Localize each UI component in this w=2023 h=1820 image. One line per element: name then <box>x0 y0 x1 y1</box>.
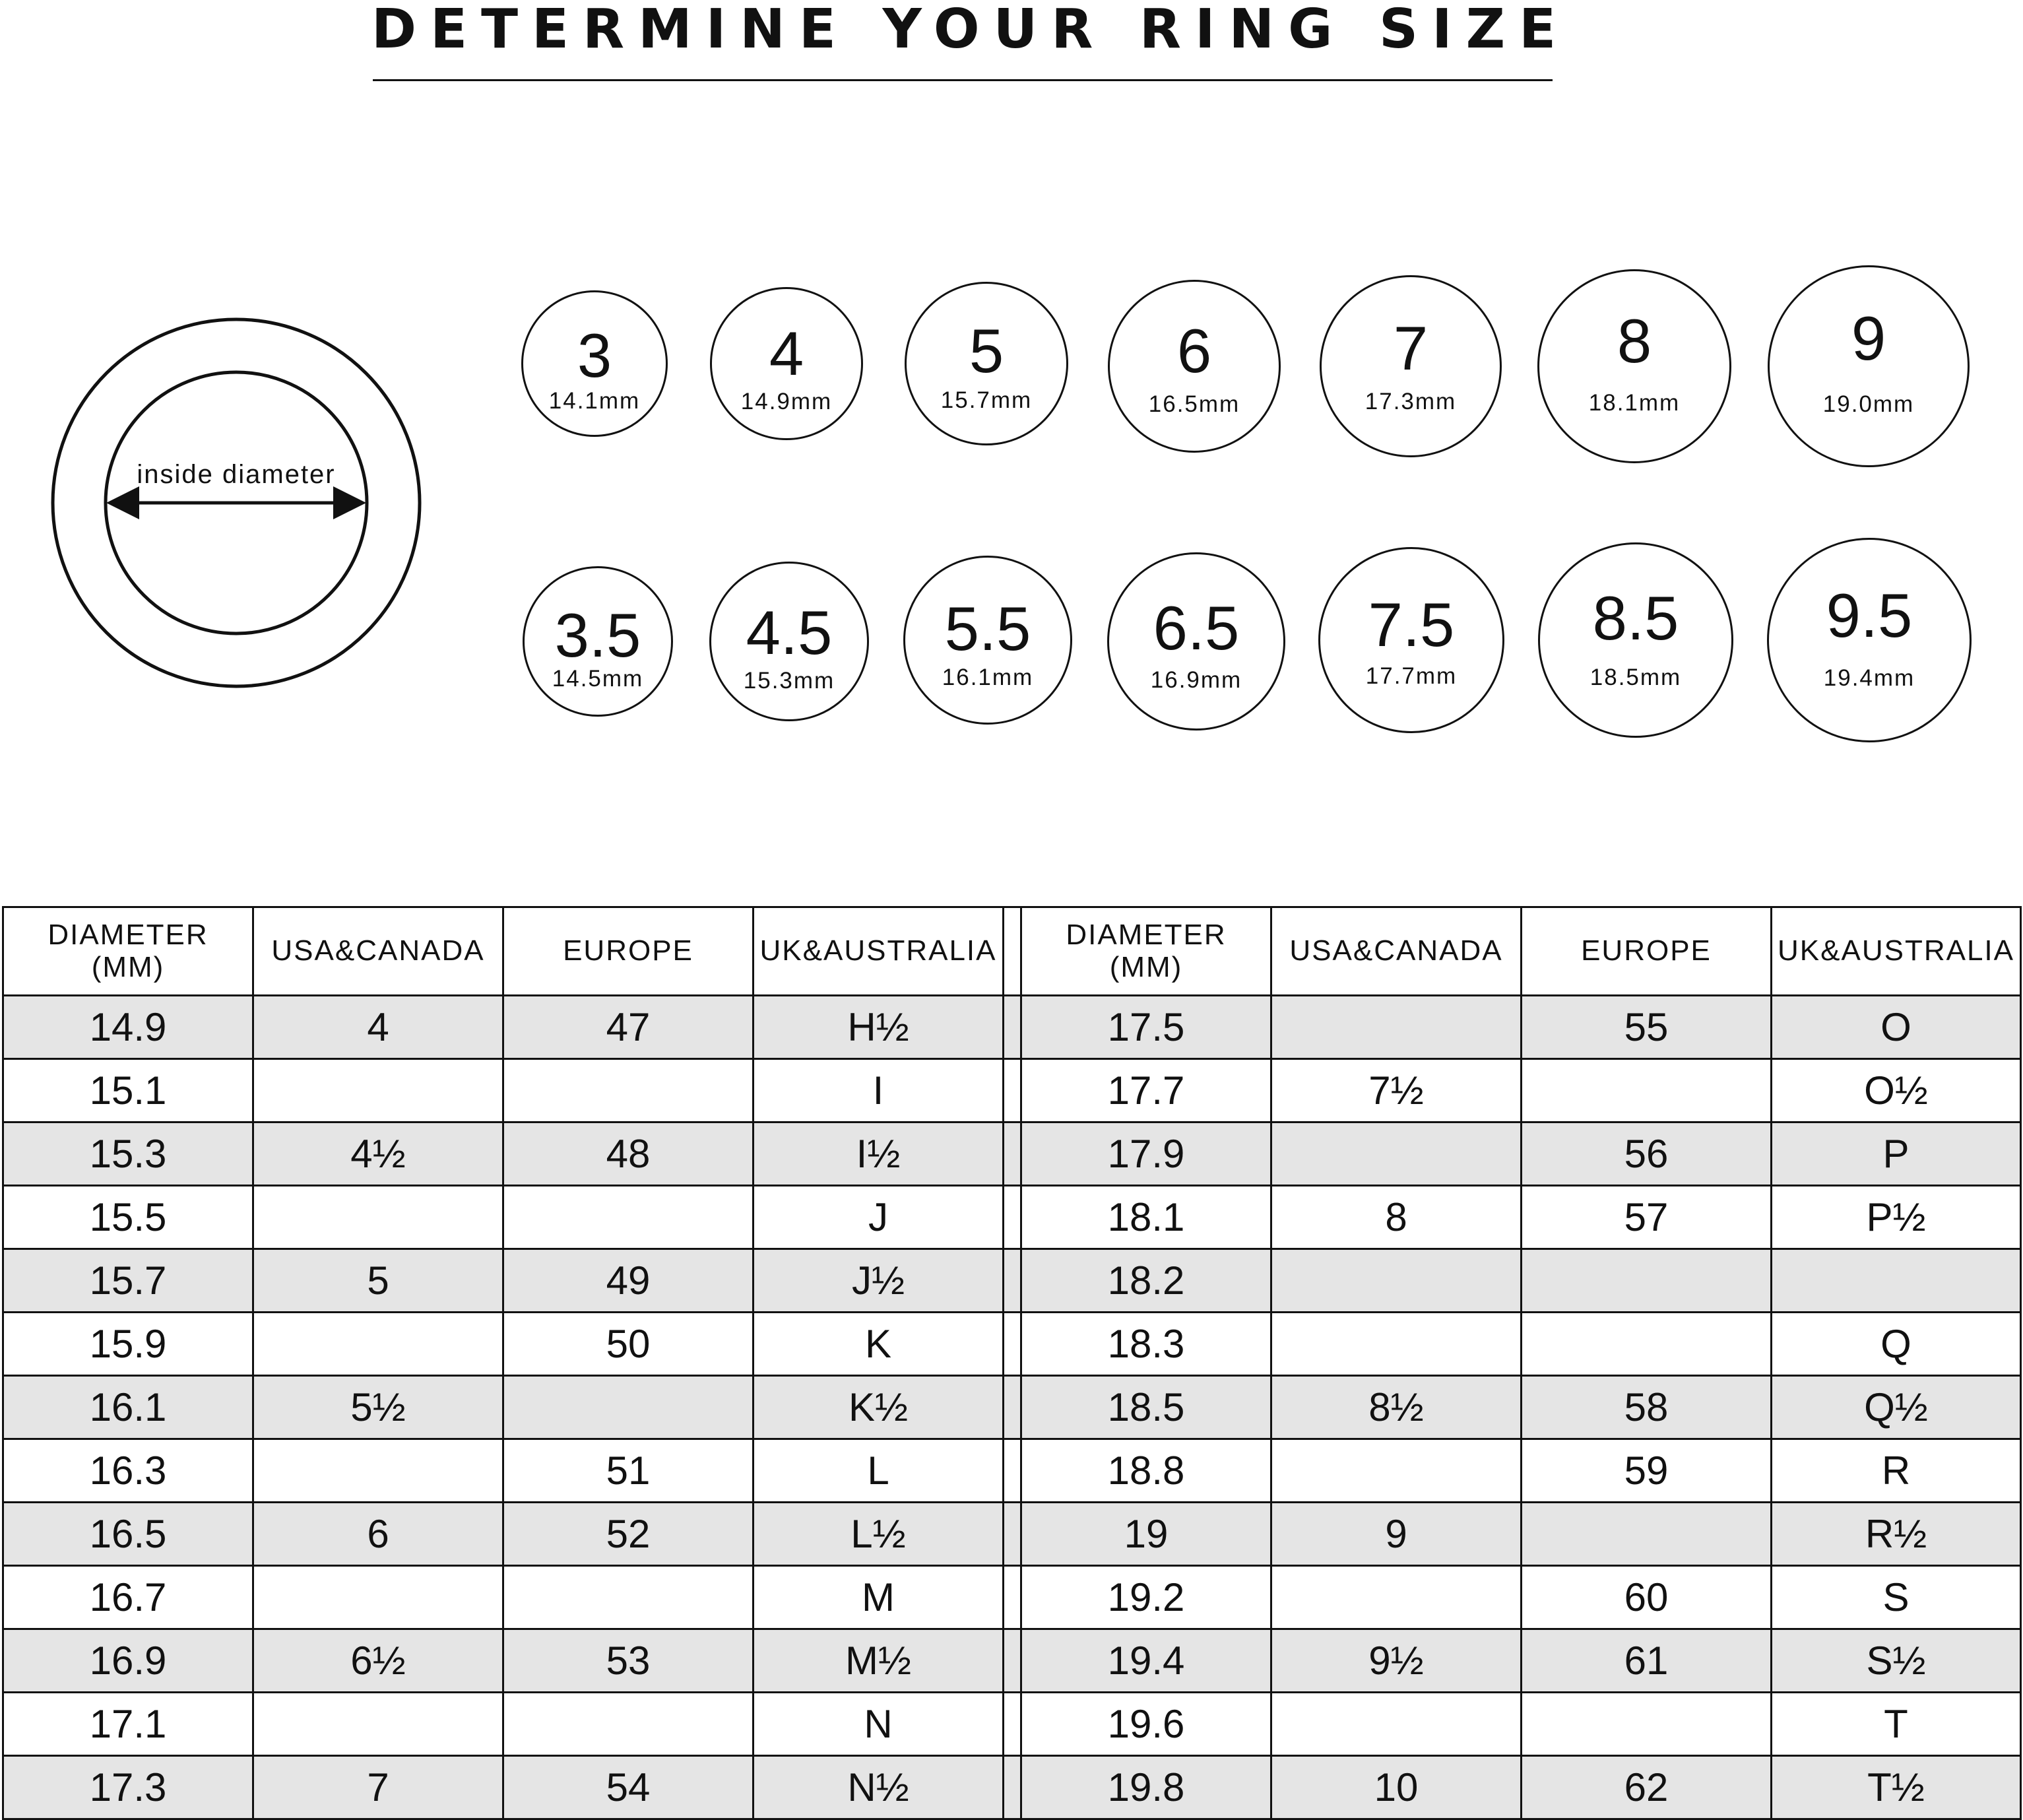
cell-diameter: 16.3 <box>3 1439 253 1503</box>
cell-diameter: 15.3 <box>3 1122 253 1186</box>
table-row <box>3 1503 2021 1566</box>
cell-usa-canada <box>1271 1313 1522 1376</box>
cell-usa-canada: 6½ <box>253 1629 503 1693</box>
table-row <box>3 1249 2021 1313</box>
cell-uk-australia: J <box>754 1186 1004 1249</box>
cell-uk-australia: I <box>754 1059 1004 1122</box>
header-europe: EUROPE <box>1522 907 1772 996</box>
cell-diameter: 18.2 <box>1021 1249 1271 1313</box>
cell-diameter: 16.7 <box>3 1566 253 1629</box>
ring-size-mm: 16.1mm <box>942 664 1034 690</box>
ring-size-circle <box>710 287 863 440</box>
ring-size-mm: 16.5mm <box>1148 391 1240 417</box>
cell-usa-canada: 7½ <box>1271 1059 1522 1122</box>
cell-europe: 61 <box>1522 1629 1772 1693</box>
cell-europe: 47 <box>503 996 754 1059</box>
ring-size-number: 7 <box>1393 313 1429 383</box>
cell-europe <box>1522 1313 1772 1376</box>
ring-size-number: 9.5 <box>1826 581 1913 651</box>
table-divider <box>1004 1439 1021 1503</box>
cell-diameter: 15.1 <box>3 1059 253 1122</box>
cell-diameter: 19.8 <box>1021 1756 1271 1819</box>
cell-usa-canada: 9 <box>1271 1503 1522 1566</box>
cell-europe: 58 <box>1522 1376 1772 1439</box>
cell-diameter: 16.5 <box>3 1503 253 1566</box>
cell-europe <box>503 1059 754 1122</box>
cell-diameter: 19 <box>1021 1503 1271 1566</box>
cell-usa-canada: 7 <box>253 1756 503 1819</box>
cell-usa-canada <box>1271 996 1522 1059</box>
cell-europe <box>503 1693 754 1756</box>
page-title: DETERMINE YOUR RING SIZE <box>371 0 1570 61</box>
cell-uk-australia: P½ <box>1772 1186 2021 1249</box>
cell-usa-canada <box>1271 1693 1522 1756</box>
ring-size-number: 3.5 <box>554 600 641 670</box>
header-diameter: DIAMETER (MM) <box>1021 907 1271 996</box>
ring-size-number: 5 <box>969 315 1004 385</box>
cell-europe <box>1522 1503 1772 1566</box>
table-row <box>3 1313 2021 1376</box>
table-header-row <box>3 907 2021 996</box>
ring-size-circle <box>1107 552 1285 731</box>
ring-size-number: 9 <box>1851 304 1886 374</box>
ring-size-mm: 15.3mm <box>743 667 835 694</box>
table-divider <box>1004 907 1021 996</box>
ring-size-mm: 18.1mm <box>1588 390 1681 416</box>
cell-usa-canada <box>1271 1249 1522 1313</box>
table-row <box>3 1693 2021 1756</box>
cell-usa-canada <box>253 1059 503 1122</box>
table-divider <box>1004 1249 1021 1313</box>
ring-size-circle <box>709 562 869 721</box>
cell-usa-canada: 4½ <box>253 1122 503 1186</box>
cell-uk-australia: N <box>754 1693 1004 1756</box>
ring-diagram <box>50 317 422 689</box>
table-divider <box>1004 1122 1021 1186</box>
cell-diameter: 14.9 <box>3 996 253 1059</box>
cell-uk-australia <box>1772 1249 2021 1313</box>
cell-uk-australia: J½ <box>754 1249 1004 1313</box>
cell-europe <box>503 1376 754 1439</box>
table-divider <box>1004 1503 1021 1566</box>
table-divider <box>1004 1693 1021 1756</box>
header-europe: EUROPE <box>503 907 754 996</box>
title-underline <box>373 79 1553 81</box>
table-divider <box>1004 1059 1021 1122</box>
table-row <box>3 1756 2021 1819</box>
cell-diameter: 17.7 <box>1021 1059 1271 1122</box>
cell-diameter: 17.1 <box>3 1693 253 1756</box>
cell-uk-australia: K <box>754 1313 1004 1376</box>
ring-size-circle <box>905 282 1068 445</box>
ring-size-circle <box>1108 280 1281 453</box>
cell-europe: 49 <box>503 1249 754 1313</box>
ring-size-mm: 16.9mm <box>1150 666 1242 693</box>
cell-diameter: 19.2 <box>1021 1566 1271 1629</box>
cell-usa-canada <box>253 1693 503 1756</box>
table-divider <box>1004 996 1021 1059</box>
cell-usa-canada <box>1271 1439 1522 1503</box>
cell-europe: 57 <box>1522 1186 1772 1249</box>
cell-uk-australia: T <box>1772 1693 2021 1756</box>
ring-size-circle <box>523 566 673 717</box>
header-usa-canada: USA&CANADA <box>1271 907 1522 996</box>
cell-uk-australia: K½ <box>754 1376 1004 1439</box>
cell-europe: 51 <box>503 1439 754 1503</box>
table-row <box>3 1629 2021 1693</box>
cell-diameter: 17.5 <box>1021 996 1271 1059</box>
ring-size-mm: 18.5mm <box>1590 664 1682 690</box>
cell-uk-australia: O <box>1772 996 2021 1059</box>
cell-diameter: 16.9 <box>3 1629 253 1693</box>
cell-europe <box>1522 1693 1772 1756</box>
cell-diameter: 17.9 <box>1021 1122 1271 1186</box>
cell-uk-australia: I½ <box>754 1122 1004 1186</box>
table-row <box>3 1566 2021 1629</box>
header-usa-canada: USA&CANADA <box>253 907 503 996</box>
ring-size-circle <box>1768 265 1970 467</box>
cell-europe: 59 <box>1522 1439 1772 1503</box>
cell-uk-australia: N½ <box>754 1756 1004 1819</box>
cell-usa-canada <box>1271 1566 1522 1629</box>
cell-uk-australia: P <box>1772 1122 2021 1186</box>
cell-diameter: 18.3 <box>1021 1313 1271 1376</box>
cell-uk-australia: S½ <box>1772 1629 2021 1693</box>
cell-uk-australia: R½ <box>1772 1503 2021 1566</box>
cell-uk-australia: L <box>754 1439 1004 1503</box>
ring-size-mm: 14.9mm <box>740 389 833 415</box>
header-uk-australia: UK&AUSTRALIA <box>754 907 1004 996</box>
cell-uk-australia: R <box>1772 1439 2021 1503</box>
ring-size-number: 4.5 <box>746 598 833 668</box>
ring-size-number: 6 <box>1176 315 1212 385</box>
cell-diameter: 19.6 <box>1021 1693 1271 1756</box>
ring-size-mm: 17.7mm <box>1365 663 1458 689</box>
table-divider <box>1004 1756 1021 1819</box>
cell-europe: 60 <box>1522 1566 1772 1629</box>
ring-size-mm: 19.4mm <box>1823 665 1915 692</box>
cell-usa-canada: 10 <box>1271 1756 1522 1819</box>
cell-uk-australia: T½ <box>1772 1756 2021 1819</box>
ring-size-circle <box>521 290 668 437</box>
ring-size-number: 3 <box>577 320 612 390</box>
ring-size-circle <box>1318 547 1504 733</box>
table-row <box>3 1439 2021 1503</box>
cell-diameter: 18.8 <box>1021 1439 1271 1503</box>
ring-size-mm: 14.1mm <box>548 387 641 414</box>
cell-uk-australia: M½ <box>754 1629 1004 1693</box>
table-row <box>3 1122 2021 1186</box>
cell-europe: 56 <box>1522 1122 1772 1186</box>
inside-diameter-label: inside diameter <box>137 460 336 489</box>
cell-uk-australia: Q½ <box>1772 1376 2021 1439</box>
cell-europe <box>1522 1249 1772 1313</box>
cell-europe <box>503 1186 754 1249</box>
cell-usa-canada: 5½ <box>253 1376 503 1439</box>
cell-usa-canada: 4 <box>253 996 503 1059</box>
cell-europe: 52 <box>503 1503 754 1566</box>
table-row <box>3 1186 2021 1249</box>
cell-europe: 50 <box>503 1313 754 1376</box>
cell-diameter: 17.3 <box>3 1756 253 1819</box>
cell-diameter: 19.4 <box>1021 1629 1271 1693</box>
ring-size-mm: 19.0mm <box>1822 391 1915 417</box>
ring-size-mm: 17.3mm <box>1365 389 1457 415</box>
cell-uk-australia: H½ <box>754 996 1004 1059</box>
cell-usa-canada: 8½ <box>1271 1376 1522 1439</box>
ring-size-number: 7.5 <box>1368 589 1455 659</box>
cell-europe <box>503 1566 754 1629</box>
header-uk-australia: UK&AUSTRALIA <box>1772 907 2021 996</box>
cell-europe <box>1522 1059 1772 1122</box>
table-row <box>3 996 2021 1059</box>
ring-size-mm: 14.5mm <box>552 666 644 692</box>
ring-size-circle <box>1537 269 1731 463</box>
size-conversion-table <box>2 906 2022 1820</box>
table-divider <box>1004 1376 1021 1439</box>
cell-europe: 54 <box>503 1756 754 1819</box>
cell-usa-canada <box>1271 1122 1522 1186</box>
cell-europe: 48 <box>503 1122 754 1186</box>
table-divider <box>1004 1186 1021 1249</box>
table-divider <box>1004 1629 1021 1693</box>
ring-size-mm: 15.7mm <box>940 387 1033 413</box>
cell-uk-australia: O½ <box>1772 1059 2021 1122</box>
ring-size-number: 5.5 <box>944 594 1031 664</box>
table-divider <box>1004 1566 1021 1629</box>
ring-size-circle <box>1767 538 1972 742</box>
table-divider <box>1004 1313 1021 1376</box>
cell-diameter: 18.1 <box>1021 1186 1271 1249</box>
cell-europe: 55 <box>1522 996 1772 1059</box>
ring-size-number: 8.5 <box>1592 583 1679 653</box>
header-diameter: DIAMETER (MM) <box>3 907 253 996</box>
table-row <box>3 1376 2021 1439</box>
cell-uk-australia: Q <box>1772 1313 2021 1376</box>
cell-uk-australia: S <box>1772 1566 2021 1629</box>
cell-diameter: 15.5 <box>3 1186 253 1249</box>
cell-europe: 62 <box>1522 1756 1772 1819</box>
cell-europe: 53 <box>503 1629 754 1693</box>
cell-usa-canada: 9½ <box>1271 1629 1522 1693</box>
ring-size-circle <box>1538 542 1733 738</box>
ring-size-number: 6.5 <box>1153 593 1240 663</box>
ring-size-number: 8 <box>1617 306 1652 375</box>
cell-usa-canada: 8 <box>1271 1186 1522 1249</box>
ring-size-circle <box>1320 275 1502 457</box>
cell-uk-australia: L½ <box>754 1503 1004 1566</box>
cell-usa-canada: 5 <box>253 1249 503 1313</box>
cell-usa-canada: 6 <box>253 1503 503 1566</box>
cell-diameter: 15.7 <box>3 1249 253 1313</box>
cell-usa-canada <box>253 1186 503 1249</box>
ring-size-number: 4 <box>769 319 804 389</box>
table-row <box>3 1059 2021 1122</box>
ring-size-circle <box>903 556 1072 725</box>
cell-diameter: 15.9 <box>3 1313 253 1376</box>
cell-uk-australia: M <box>754 1566 1004 1629</box>
cell-usa-canada <box>253 1439 503 1503</box>
cell-diameter: 16.1 <box>3 1376 253 1439</box>
cell-usa-canada <box>253 1566 503 1629</box>
cell-diameter: 18.5 <box>1021 1376 1271 1439</box>
cell-usa-canada <box>253 1313 503 1376</box>
